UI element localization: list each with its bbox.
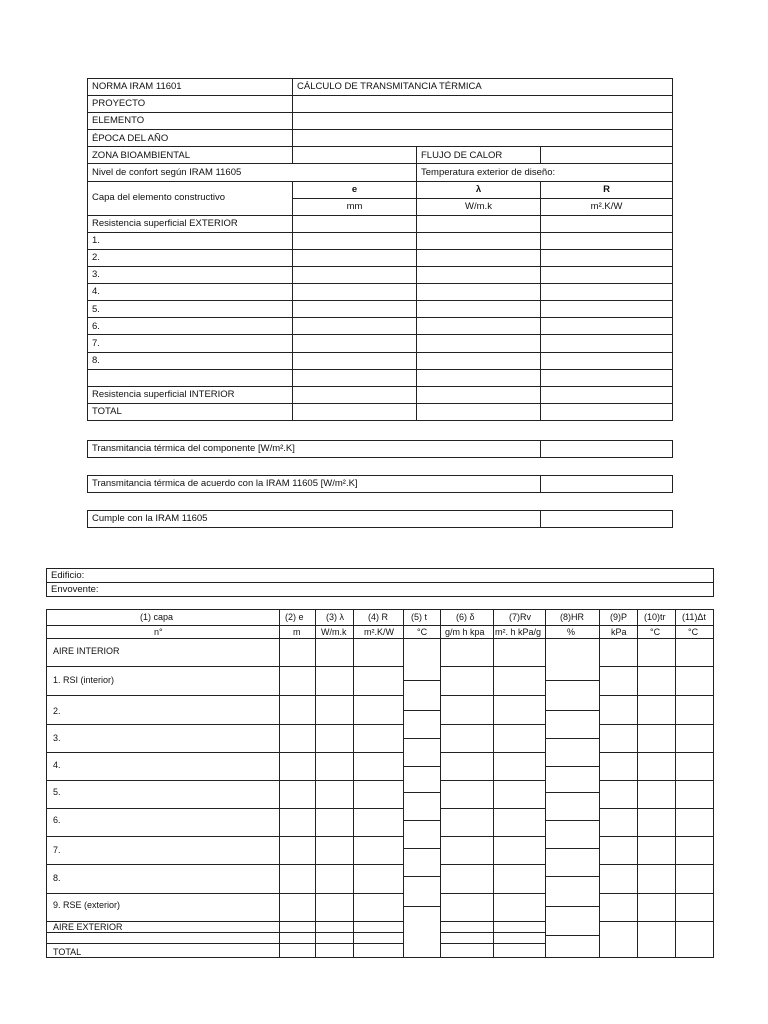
- transmitancia-iram-box: [87, 475, 673, 493]
- r-cell[interactable]: [541, 318, 673, 335]
- edificio-box: [46, 568, 714, 597]
- grid-line: [403, 876, 440, 877]
- grid-line: [403, 680, 440, 681]
- grid-line: [47, 921, 403, 922]
- grid-line: [440, 864, 545, 865]
- r-cell[interactable]: [541, 369, 673, 386]
- header-lambda: (3) λ: [326, 612, 344, 622]
- grid-line: [599, 808, 713, 809]
- grid-line: [47, 695, 403, 696]
- grid-line: [403, 766, 440, 767]
- grid-line: [599, 893, 713, 894]
- grid-line: [440, 752, 545, 753]
- rse-label: Resistencia superficial EXTERIOR: [88, 215, 293, 232]
- header-t: (5) t: [411, 612, 428, 622]
- grid-line: [440, 695, 545, 696]
- header-rv: (7)Rv: [509, 612, 531, 622]
- grid-line: [47, 836, 403, 837]
- capa-label: Capa del elemento constructivo: [88, 181, 293, 215]
- grid-line: [599, 921, 713, 922]
- grid-line: [403, 848, 440, 849]
- grid-line: [47, 638, 713, 639]
- grid-line: [675, 610, 676, 957]
- total-lambda-cell[interactable]: [417, 403, 541, 420]
- zona-field[interactable]: [293, 147, 417, 164]
- header-delta-t: (11)Δt: [682, 612, 706, 622]
- unit-c: °C: [417, 627, 428, 637]
- rsi-label: Resistencia superficial INTERIOR: [88, 386, 293, 403]
- grid-line: [545, 710, 599, 711]
- grid-line: [47, 724, 403, 725]
- header-p: (9)P: [610, 612, 628, 622]
- edificio-label[interactable]: Edificio:: [47, 569, 714, 583]
- grid-line: [545, 876, 599, 877]
- grid-line: [440, 943, 545, 944]
- grid-line: [440, 610, 441, 957]
- row-2: 2.: [53, 706, 61, 716]
- grid-line: [403, 906, 440, 907]
- rse-r-cell[interactable]: [541, 215, 673, 232]
- unit-r: m².K/W: [541, 198, 673, 215]
- grid-line: [545, 906, 599, 907]
- flujo-field[interactable]: [541, 147, 673, 164]
- grid-line: [599, 724, 713, 725]
- grid-line: [353, 610, 354, 957]
- e-cell[interactable]: [293, 318, 417, 335]
- grid-line: [545, 766, 599, 767]
- epoca-field[interactable]: [293, 130, 673, 147]
- grid-line: [545, 848, 599, 849]
- unit-dt-c: °C: [688, 627, 699, 637]
- grid-line: [403, 792, 440, 793]
- layer-label: 7.: [88, 335, 293, 352]
- row-8: 8.: [53, 873, 61, 883]
- total-e-cell[interactable]: [293, 403, 417, 420]
- grid-line: [599, 666, 713, 667]
- proyecto-label: PROYECTO: [88, 96, 293, 113]
- cumple-value[interactable]: [541, 511, 673, 528]
- layer-label: 8.: [88, 352, 293, 369]
- zona-label: ZONA BIOAMBIENTAL: [88, 147, 293, 164]
- e-cell[interactable]: [293, 335, 417, 352]
- col-e-header: e: [293, 181, 417, 198]
- transmitancia-componente-box: [87, 440, 673, 458]
- row-rsi: 1. RSI (interior): [53, 675, 115, 685]
- grid-line: [599, 752, 713, 753]
- epoca-label: ÉPOCA DEL AÑO: [88, 130, 293, 147]
- grid-line: [440, 808, 545, 809]
- unit-lambda: W/m.k: [417, 198, 541, 215]
- grid-line: [440, 932, 545, 933]
- unit-m: m: [293, 627, 301, 637]
- cumple-label: Cumple con la IRAM 11605: [88, 511, 541, 528]
- r-cell[interactable]: [541, 232, 673, 249]
- norma-label: NORMA IRAM 11601: [88, 79, 293, 96]
- transmitancia-iram-value[interactable]: [541, 476, 673, 493]
- unit-tr-c: °C: [650, 627, 661, 637]
- e-cell[interactable]: [293, 284, 417, 301]
- header-e: (2) e: [285, 612, 304, 622]
- header-hr: (8)HR: [560, 612, 584, 622]
- header-capa: (1) capa: [140, 612, 174, 622]
- unit-e: mm: [293, 198, 417, 215]
- row-6: 6.: [53, 815, 61, 825]
- r-cell[interactable]: [541, 249, 673, 266]
- grid-line: [440, 724, 545, 725]
- grid-line: [440, 780, 545, 781]
- col-r-header: R: [541, 181, 673, 198]
- unit-m2kw: m².K/W: [364, 627, 394, 637]
- row-aire-interior: AIRE INTERIOR: [53, 646, 120, 656]
- r-cell[interactable]: [541, 267, 673, 284]
- header-tr: (10)tr: [644, 612, 666, 622]
- grid-line: [545, 792, 599, 793]
- transmitancia-iram-label: Transmitancia térmica de acuerdo con la IRAM 11605 [W/m².K]: [88, 476, 541, 493]
- flujo-label: FLUJO DE CALOR: [417, 147, 541, 164]
- row-aire-exterior: AIRE EXTERIOR: [53, 922, 123, 932]
- total-label: TOTAL: [88, 403, 293, 420]
- elemento-label: ELEMENTO: [88, 113, 293, 130]
- rse-e-cell[interactable]: [293, 215, 417, 232]
- grid-line: [47, 893, 403, 894]
- row-7: 7.: [53, 845, 61, 855]
- grid-line: [599, 780, 713, 781]
- grid-line: [545, 610, 546, 957]
- grid-line: [599, 610, 600, 957]
- rsi-lambda-cell[interactable]: [417, 386, 541, 403]
- e-cell[interactable]: [293, 249, 417, 266]
- grid-line: [47, 625, 713, 626]
- grid-line: [545, 680, 599, 681]
- grid-line: [47, 780, 403, 781]
- rse-lambda-cell[interactable]: [417, 215, 541, 232]
- header-delta: (6) δ: [456, 612, 475, 622]
- header-r: (4) R: [368, 612, 388, 622]
- row-rse: 9. RSE (exterior): [53, 900, 121, 910]
- unit-n: n°: [154, 627, 163, 637]
- e-cell[interactable]: [293, 369, 417, 386]
- layer-label: 4.: [88, 284, 293, 301]
- r-cell[interactable]: [541, 284, 673, 301]
- grid-line: [47, 943, 403, 944]
- grid-line: [440, 666, 545, 667]
- grid-line: [637, 610, 638, 957]
- temperatura-label: Temperatura exterior de diseño:: [417, 164, 673, 181]
- row-5: 5.: [53, 787, 61, 797]
- elemento-field[interactable]: [293, 113, 673, 130]
- lambda-cell[interactable]: [417, 352, 541, 369]
- grid-line: [545, 820, 599, 821]
- row-3: 3.: [53, 733, 61, 743]
- grid-line: [599, 836, 713, 837]
- transmitancia-componente-label: Transmitancia térmica del componente [W/m².K]: [88, 441, 541, 458]
- grid-line: [47, 752, 403, 753]
- transmitancia-table: [87, 78, 673, 421]
- blank-layer-label: [88, 369, 293, 386]
- lambda-cell[interactable]: [417, 232, 541, 249]
- grid-line: [47, 808, 403, 809]
- grid-line: [279, 610, 280, 957]
- layer-label: 2.: [88, 249, 293, 266]
- condensacion-table: [46, 609, 714, 958]
- lambda-cell[interactable]: [417, 267, 541, 284]
- unit-gmhkpa: g/m h kpa: [445, 627, 485, 637]
- e-cell[interactable]: [293, 301, 417, 318]
- layer-label: 1.: [88, 232, 293, 249]
- grid-line: [403, 610, 404, 957]
- rsi-r-cell[interactable]: [541, 386, 673, 403]
- row-4: 4.: [53, 760, 61, 770]
- lambda-cell[interactable]: [417, 369, 541, 386]
- grid-line: [599, 695, 713, 696]
- grid-line: [47, 932, 403, 933]
- layer-label: 5.: [88, 301, 293, 318]
- rsi-e-cell[interactable]: [293, 386, 417, 403]
- grid-line: [315, 610, 316, 957]
- lambda-cell[interactable]: [417, 301, 541, 318]
- lambda-cell[interactable]: [417, 318, 541, 335]
- lambda-cell[interactable]: [417, 335, 541, 352]
- col-lambda-header: λ: [417, 181, 541, 198]
- grid-line: [403, 738, 440, 739]
- grid-line: [440, 836, 545, 837]
- layer-label: 6.: [88, 318, 293, 335]
- unit-wmk: W/m.k: [321, 627, 347, 637]
- calculo-title: CÁLCULO DE TRANSMITANCIA TÉRMICA: [293, 79, 673, 96]
- grid-line: [493, 610, 494, 957]
- e-cell[interactable]: [293, 352, 417, 369]
- transmitancia-componente-value[interactable]: [541, 441, 673, 458]
- unit-m2hkpag: m². h kPa/g: [495, 627, 542, 637]
- grid-line: [440, 921, 545, 922]
- proyecto-field[interactable]: [293, 96, 673, 113]
- grid-line: [545, 738, 599, 739]
- unit-percent: %: [567, 627, 576, 637]
- r-cell[interactable]: [541, 301, 673, 318]
- lambda-cell[interactable]: [417, 284, 541, 301]
- grid-line: [47, 666, 403, 667]
- total-r-cell[interactable]: [541, 403, 673, 420]
- envovente-label[interactable]: Envovente:: [47, 583, 714, 597]
- grid-line: [403, 710, 440, 711]
- e-cell[interactable]: [293, 232, 417, 249]
- grid-line: [599, 864, 713, 865]
- nivel-label: Nivel de confort según IRAM 11605: [88, 164, 417, 181]
- r-cell[interactable]: [541, 335, 673, 352]
- grid-line: [545, 935, 599, 936]
- e-cell[interactable]: [293, 267, 417, 284]
- grid-line: [440, 893, 545, 894]
- unit-kpa: kPa: [611, 627, 627, 637]
- lambda-cell[interactable]: [417, 249, 541, 266]
- layer-label: 3.: [88, 267, 293, 284]
- r-cell[interactable]: [541, 352, 673, 369]
- grid-line: [47, 864, 403, 865]
- row-total: TOTAL: [53, 947, 82, 957]
- grid-line: [403, 820, 440, 821]
- cumple-box: [87, 510, 673, 528]
